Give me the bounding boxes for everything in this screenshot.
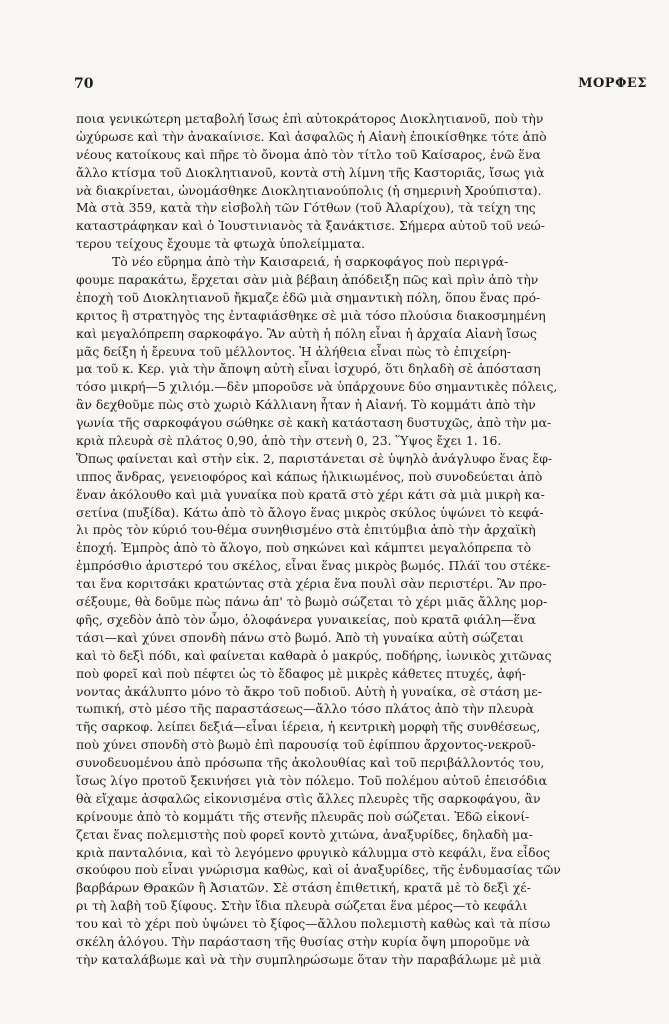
text-line: ιππος ἄνδρας, γενειοφόρος καὶ κάπως ἡλικιωμένος, ποὺ συνοδεύεται ἀπὸ: [76, 468, 543, 484]
text-line: Ὅπως φαίνεται καὶ στὴν εἰκ. 2, παριστάνεται σὲ ὑψηλὸ ἀνάγλυφο ἕνας ἔφ-: [76, 450, 553, 466]
text-line: καταστράφηκαν καὶ ὁ Ἰουστινιανὸς τὰ ξανάκτισε. Σήμερα αὐτοῦ τοῦ νεώ-: [76, 218, 545, 234]
text-line: νοντας ἀκάλυπτο μόνο τὸ ἄκρο τοῦ ποδιοῦ. Αὐτὴ ἡ γυναίκα, σὲ στάση με-: [76, 683, 542, 699]
text-line: ἄλλο κτίσμα τοῦ Διοκλητιανοῦ, κοντὰ στὴ λίμνη τῆς Καστοριᾶς, ἴσως γιὰ: [76, 164, 545, 180]
text-line: Τὸ νέο εὕρημα ἀπὸ τὴν Καισαρειά, ἡ σαρκοφάγος ποὺ περιγρά-: [112, 254, 509, 270]
text-line: κριτος ἢ στρατηγὸς της ἐνταφιάσθηκε σὲ μιὰ τόσο πλούσια διακοσμημένη: [76, 307, 546, 323]
text-line: κριὰ πανταλόνια, καὶ τὸ λεγόμενο φρυγικὸ κάλυμμα στὸ κεφάλι, ἕνα εἶδος: [76, 844, 551, 860]
text-line: σέξουμε, θὰ δοῦμε πὼς πάνω ἀπ' τὸ βωμὸ σώζεται τὸ χέρι μιᾶς ἄλλης μορ-: [76, 594, 548, 610]
text-line: ἐποχὴ τοῦ Διοκλητιανοῦ ἤκμαζε ἐδῶ μιὰ σημαντικὴ πόλη, ὅπου ἕνας πρό-: [76, 289, 541, 305]
text-line: μα τοῦ κ. Κερ. γιὰ τὴν ἄποψη αὐτὴ εἶναι ἰσχυρό, ὅτι δηλαδὴ σὲ ἀπόσταση: [76, 361, 541, 377]
text-line: ζεται ἕνας πολεμιστὴς ποὺ φορεῖ κοντὸ χιτώνα, ἀναξυρίδες, δηλαδὴ μα-: [76, 826, 533, 842]
body-text: [76, 110, 646, 969]
text-line: τὴν καταλάβωμε καὶ νὰ τὴν συμπληρώσωμε ὅταν τὴν παραβάλωμε μὲ μιὰ: [76, 951, 542, 967]
text-line: ται ἕνα κοριτσάκι κρατώντας στὰ χέρια ἕνα πουλὶ σὰν περιστέρι. Ἂν προ-: [76, 576, 547, 592]
text-line: φῆς, σχεδὸν ἀπὸ τὸν ὦμο, ὁλοφάνερα γυναικείας, ποὺ κρατᾶ φιάλη—ἕνα: [76, 611, 536, 627]
text-line: κρίνουμε ἀπὸ τὸ κομμάτι τῆς στενῆς πλευρᾶς ποὺ σώζεται. Ἐδῶ εἰκονί-: [76, 808, 530, 824]
text-line: ὠχύρωσε καὶ τὴν ἀνακαίνισε. Καὶ ἀσφαλῶς ἡ Αἰανὴ ἐποικίσθηκε τότε ἀπὸ: [76, 128, 547, 144]
text-line: ἐποχή. Ἐμπρὸς ἀπὸ τὸ ἄλογο, ποὺ σηκώνει καὶ κάμπτει μεγαλόπρεπα τὸ: [76, 540, 532, 556]
text-line: νέους κατοίκους καὶ πῆρε τὸ ὄνομα ἀπὸ τὸν τίτλο τοῦ Καίσαρος, ἐνῶ ἕνα: [76, 146, 541, 162]
text-line: σκέλη ἀλόγου. Τὴν παράσταση τῆς θυσίας στὴν κυρία ὄψη μποροῦμε νὰ: [76, 933, 531, 949]
text-line: καὶ μεγαλόπρεπη σαρκοφάγο. Ἂν αὐτὴ ἡ πόλη εἶναι ἡ ἀρχαία Αἰανὴ ἴσως: [76, 325, 537, 341]
text-line: βαρβάρων Θρακῶν ἢ Ἀσιατῶν. Σὲ στάση ἐπιθετική, κρατᾶ μὲ τὸ δεξὶ χέ-: [76, 880, 531, 896]
text-line: τόσο μικρή—5 χιλιόμ.—δὲν μποροῦσε νὰ ὑπάρχουνε δύο σημαντικὲς πόλεις,: [76, 379, 558, 395]
text-line: του καὶ τὸ χέρι ποὺ ὑψώνει τὸ ξίφος—ἄλλου πολεμιστὴ καθὼς καὶ τὰ πίσω: [76, 916, 551, 932]
text-line: ἴσως λίγο προτοῦ ξεκινήσει γιὰ τὸν πόλεμο. Τοῦ πολέμου αὐτοῦ ἐπεισόδια: [76, 772, 547, 788]
text-line: λι πρὸς τὸν κύριό του-θέμα συνηθισμένο στὰ ἐπιτύμβια ἀπὸ τὴν ἀρχαϊκὴ: [76, 522, 536, 538]
text-line: γωνία τῆς σαρκοφάγου σώθηκε σὲ κακὴ κατάσταση δυστυχῶς, ἀπὸ τὴν μα-: [76, 415, 552, 431]
page-header: [62, 76, 647, 98]
text-line: ἕναν ἀκόλουθο καὶ μιὰ γυναίκα ποὺ κρατᾶ στὸ χέρι κάτι σὰ μιὰ μικρὴ κα-: [76, 486, 545, 502]
page-number: 70: [74, 76, 94, 92]
text-line: συνοδευομένου ἀπὸ πρόσωπα τῆς ἀκολουθίας καὶ τοῦ περιβάλλοντός του,: [76, 755, 545, 771]
text-line: τῆς σαρκοφ. λείπει δεξιά—εἶναι ἱέρεια, ἡ κεντρικὴ μορφὴ τῆς συνθέσεως,: [76, 719, 541, 735]
text-line: τάσι—καὶ χύνει σπονδὴ πάνω στὸ βωμό. Ἀπὸ τὴ γυναίκα αὐτὴ σώζεται: [76, 629, 524, 645]
text-line: τερου τείχους ἔχουμε τὰ φτωχὰ ὑπολείμματα.: [76, 236, 366, 252]
text-line: νὰ διακρίνεται, ὠνομάσθηκε Διοκλητιανούπολις (ἡ σημερινὴ Χρούπιστα).: [76, 182, 542, 198]
text-line: ρι τὴ λαβὴ τοῦ ξίφους. Στὴν ἴδια πλευρὰ σώζεται ἕνα μέρος—τὸ κεφάλι: [76, 898, 528, 914]
text-line: σετίνα (πυξίδα). Κάτω ἀπὸ τὸ ἄλογο ἕνας μικρὸς σκύλος ὑψώνει τὸ κεφά-: [76, 504, 544, 520]
text-line: Μὰ στὰ 359, κατὰ τὴν εἰσβολὴ τῶν Γότθων (τοῦ Ἀλαρίχου), τὰ τείχη της: [76, 200, 536, 216]
text-line: σκούφου ποὺ εἶναι γνώρισμα καθὼς, καὶ οἱ ἀναξυρίδες, τῆς ἐνδυμασίας τῶν: [76, 862, 561, 878]
text-line: ἐμπρόσθιο ἀριστερό του σκέλος, εἶναι ἕνας μικρὸς βωμός. Πλάϊ του στέκε-: [76, 558, 551, 574]
text-line: ἂν δεχθοῦμε πὼς στὸ χωριὸ Κάλλιανη ἦταν ἡ Αἰανή. Τὸ κομμάτι ἀπὸ τὴν: [76, 397, 536, 413]
text-line: θὰ εἴχαμε ἀσφαλῶς εἰκονισμένα στὶς ἄλλες πλευρὲς τῆς σαρκοφάγου, ἂν: [76, 790, 541, 806]
text-line: κριὰ πλευρὰ σὲ πλάτος 0,90, ἀπὸ τὴν στενὴ 0, 23. Ὕψος ἔχει 1. 16.: [76, 433, 502, 449]
text-line: μᾶς δείξη ἡ ἔρευνα τοῦ μέλλοντος. Ἡ ἀλήθεια εἶναι πὼς τὸ ἐπιχείρη-: [76, 343, 511, 359]
text-line: καὶ τὸ δεξὶ πόδι, καὶ φαίνεται καθαρὰ ὁ μακρύς, ποδήρης, ἰωνικὸς χιτῶνας: [76, 647, 552, 663]
text-line: ποὺ χύνει σπονδὴ στὸ βωμὸ ἐπὶ παρουσίᾳ τοῦ ἐφίππου ἄρχοντος-νεκροῦ-: [76, 737, 536, 753]
text-line: ποια γενικώτερη μεταβολή ἴσως ἐπὶ αὐτοκράτορος Διοκλητιανοῦ, ποὺ τὴν: [76, 111, 544, 126]
text-line: τωπική, στὸ μέσο τῆς παραστάσεως—ἄλλο τόσο πλάτος ἀπὸ τὴν πλευρὰ: [76, 701, 534, 717]
journal-title: ΜΟΡΦΕΣ: [578, 76, 647, 91]
text-line: φουμε παρακάτω, ἔρχεται σὰν μιὰ βέβαιη ἀπόδειξη πῶς καὶ πρὶν ἀπὸ τὴν: [76, 272, 539, 288]
text-line: ποὺ φορεῖ καὶ ποὺ πέφτει ὡς τὸ ἔδαφος μὲ μικρὲς κάθετες πτυχές, ἀφή-: [76, 665, 526, 681]
